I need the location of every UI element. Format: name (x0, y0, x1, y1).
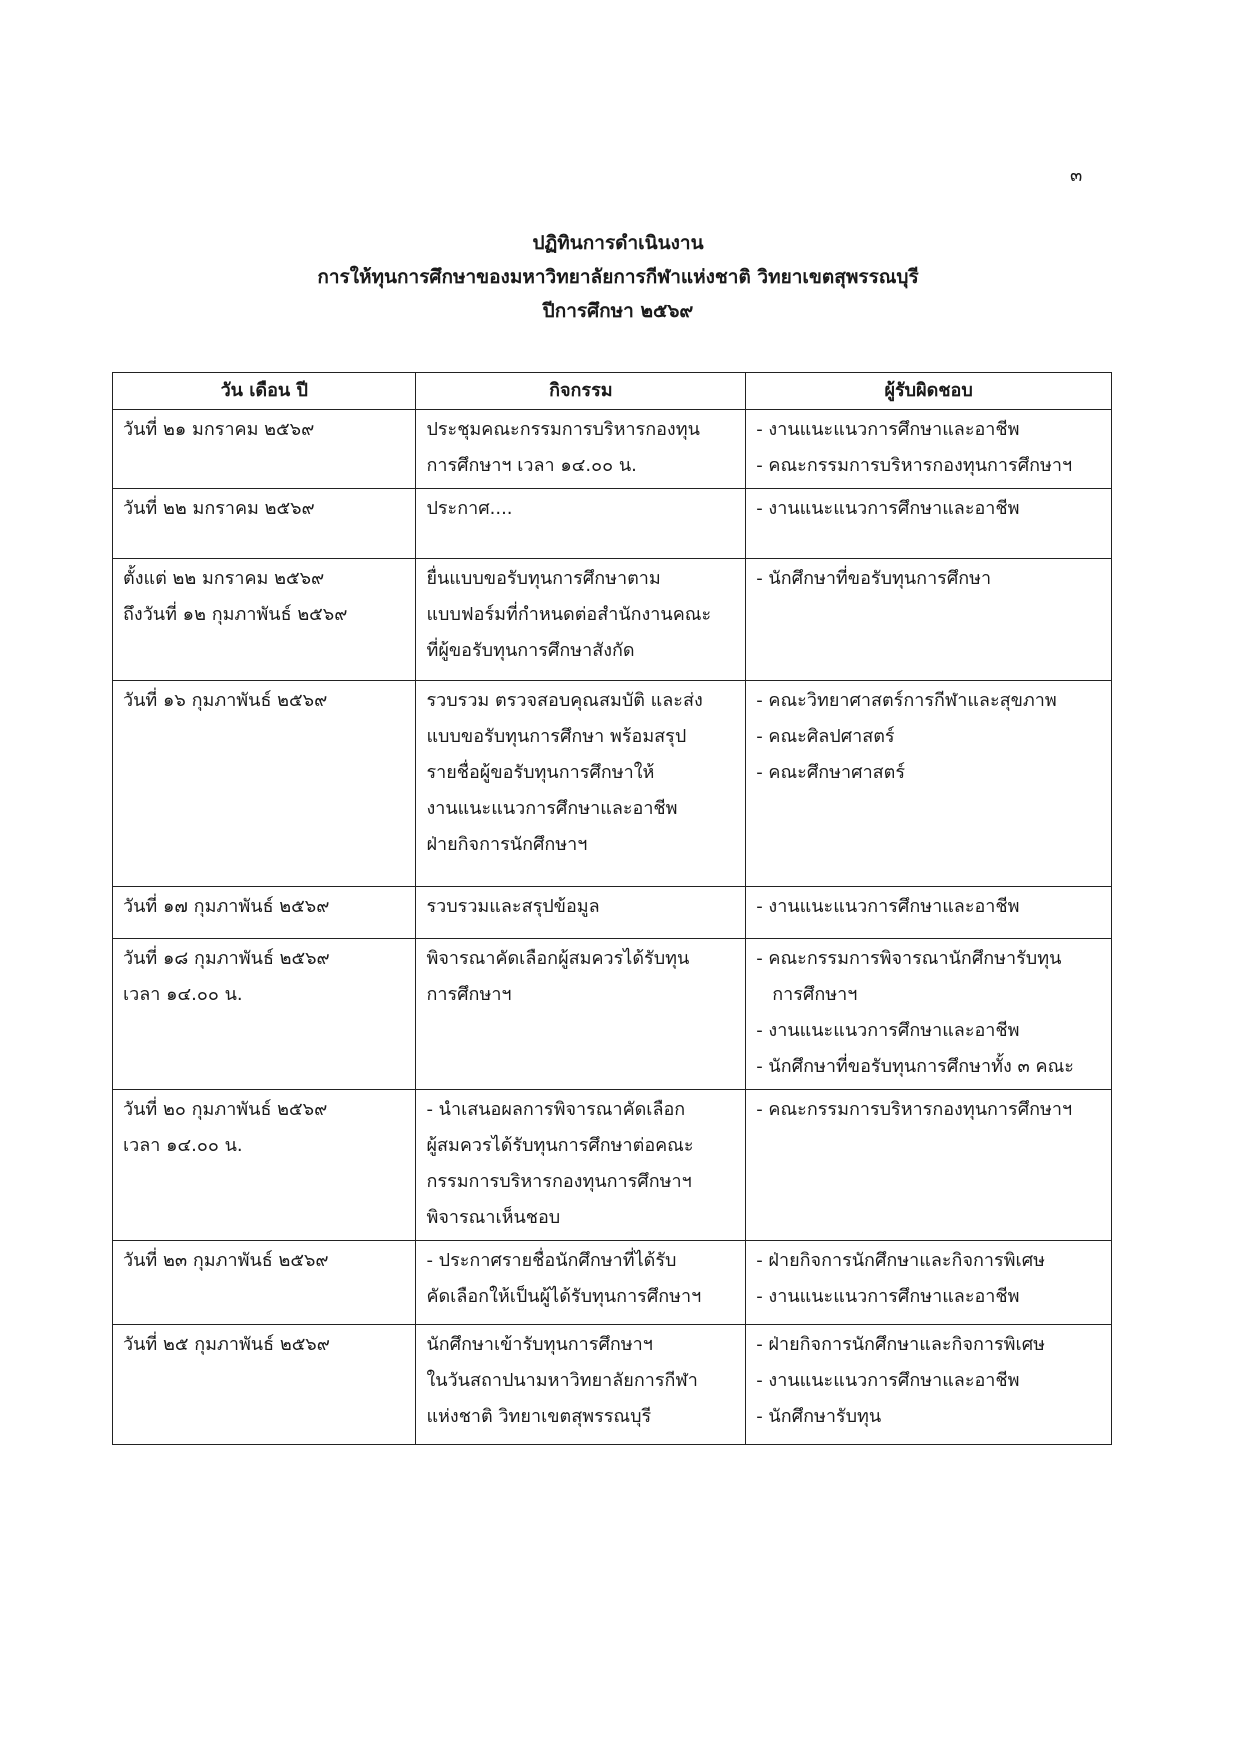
cell-line: วันที่ ๒๑ มกราคม ๒๕๖๙ (123, 419, 315, 440)
date-cell (113, 1241, 416, 1325)
header-responsible: ผู้รับผิดชอบ (746, 373, 1112, 410)
responsible-cell (746, 489, 1112, 559)
cell-line: วันที่ ๒๐ กุมภาพันธ์ ๒๕๖๙ (123, 1099, 328, 1120)
cell-line: แห่งชาติ วิทยาเขตสุพรรณบุรี (426, 1406, 652, 1427)
cell-line: - งานแนะแนวการศึกษาและอาชีพ (756, 498, 1020, 519)
date-cell (113, 681, 416, 887)
table-row (113, 559, 1112, 681)
activity-cell (416, 1325, 746, 1445)
title-line: การให้ทุนการศึกษาของมหาวิทยาลัยการกีฬาแห่งชาติ วิทยาเขตสุพรรณบุรี (317, 266, 919, 288)
activity-cell (416, 887, 746, 939)
cell-line: - งานแนะแนวการศึกษาและอาชีพ (756, 1370, 1020, 1391)
cell-line: ตั้งแต่ ๒๒ มกราคม ๒๕๖๙ (123, 568, 325, 589)
responsible-cell (746, 1090, 1112, 1241)
cell-line: คัดเลือกให้เป็นผู้ได้รับทุนการศึกษาฯ (426, 1286, 702, 1307)
schedule-body (113, 410, 1112, 1445)
cell-line: - ฝ่ายกิจการนักศึกษาและกิจการพิเศษ (756, 1250, 1045, 1271)
cell-line: - คณะศึกษาศาสตร์ (756, 762, 906, 783)
cell-line: - คณะกรรมการพิจารณานักศึกษารับทุน (756, 948, 1062, 969)
cell-line: - งานแนะแนวการศึกษาและอาชีพ (756, 896, 1020, 917)
cell-line: รายชื่อผู้ขอรับทุนการศึกษาให้ (426, 762, 655, 783)
responsible-cell (746, 1241, 1112, 1325)
cell-line: วันที่ ๒๕ กุมภาพันธ์ ๒๕๖๙ (123, 1334, 330, 1355)
title-line: ปีการศึกษา ๒๕๖๙ (542, 300, 694, 322)
cell-line: กรรมการบริหารกองทุนการศึกษาฯ (426, 1171, 692, 1192)
responsible-cell (746, 559, 1112, 681)
cell-line: ฝ่ายกิจการนักศึกษาฯ (426, 834, 588, 855)
cell-line: การศึกษาฯ (772, 984, 858, 1005)
cell-line: การศึกษาฯ เวลา ๑๔.๐๐ น. (426, 455, 637, 476)
cell-line: นักศึกษาเข้ารับทุนการศึกษาฯ (426, 1334, 653, 1355)
responsible-cell (746, 681, 1112, 887)
cell-line: งานแนะแนวการศึกษาและอาชีพ (426, 798, 678, 819)
activity-cell (416, 1241, 746, 1325)
title-line: ปฏิทินการดำเนินงาน (532, 232, 704, 254)
table-row (113, 939, 1112, 1090)
responsible-cell (746, 939, 1112, 1090)
cell-line: พิจารณาคัดเลือกผู้สมควรได้รับทุน (426, 948, 690, 969)
date-cell (113, 887, 416, 939)
cell-line: - นักศึกษาที่ขอรับทุนการศึกษาทั้ง ๓ คณะ (756, 1056, 1074, 1077)
table-header-row (113, 373, 1112, 410)
cell-line: แบบฟอร์มที่กำหนดต่อสำนักงานคณะ (426, 604, 712, 625)
cell-line: ถึงวันที่ ๑๒ กุมภาพันธ์ ๒๕๖๙ (123, 604, 348, 625)
cell-line: วันที่ ๒๒ มกราคม ๒๕๖๙ (123, 498, 315, 519)
cell-line: เวลา ๑๔.๐๐ น. (123, 1135, 243, 1156)
activity-cell (416, 559, 746, 681)
activity-cell (416, 939, 746, 1090)
table-row (113, 1090, 1112, 1241)
cell-line: - นำเสนอผลการพิจารณาคัดเลือก (426, 1099, 686, 1120)
table-row (113, 681, 1112, 887)
responsible-cell (746, 410, 1112, 489)
cell-line: - นักศึกษารับทุน (756, 1406, 882, 1427)
table-row (113, 1241, 1112, 1325)
cell-line: - คณะศิลปศาสตร์ (756, 726, 895, 747)
cell-line: เวลา ๑๔.๐๐ น. (123, 984, 243, 1005)
responsible-cell (746, 1325, 1112, 1445)
activity-cell (416, 681, 746, 887)
header-activity: กิจกรรม (416, 373, 746, 410)
cell-line: พิจารณาเห็นชอบ (426, 1207, 561, 1228)
page-number: ๓ (1070, 165, 1083, 186)
cell-line: วันที่ ๑๘ กุมภาพันธ์ ๒๕๖๙ (123, 948, 330, 969)
cell-line: ยื่นแบบขอรับทุนการศึกษาตาม (426, 568, 661, 589)
header-date: วัน เดือน ปี (113, 373, 416, 410)
cell-line: ในวันสถาปนามหาวิทยาลัยการกีฬา (426, 1370, 698, 1391)
date-cell (113, 1325, 416, 1445)
activity-cell (416, 410, 746, 489)
cell-line: วันที่ ๑๖ กุมภาพันธ์ ๒๕๖๙ (123, 690, 328, 711)
cell-line: - คณะวิทยาศาสตร์การกีฬาและสุขภาพ (756, 690, 1057, 711)
date-cell (113, 939, 416, 1090)
table-row (113, 887, 1112, 939)
date-cell (113, 559, 416, 681)
cell-line: - คณะกรรมการบริหารกองทุนการศึกษาฯ (756, 1099, 1073, 1120)
cell-line: - คณะกรรมการบริหารกองทุนการศึกษาฯ (756, 455, 1073, 476)
date-cell (113, 410, 416, 489)
cell-line: วันที่ ๑๗ กุมภาพันธ์ ๒๕๖๙ (123, 896, 330, 917)
cell-line: - งานแนะแนวการศึกษาและอาชีพ (756, 419, 1020, 440)
cell-line: - ฝ่ายกิจการนักศึกษาและกิจการพิเศษ (756, 1334, 1045, 1355)
cell-line: แบบขอรับทุนการศึกษา พร้อมสรุป (426, 726, 687, 747)
table-row (113, 410, 1112, 489)
document-title (0, 226, 1236, 328)
date-cell (113, 1090, 416, 1241)
cell-line: ที่ผู้ขอรับทุนการศึกษาสังกัด (426, 640, 635, 661)
cell-line: การศึกษาฯ (426, 984, 512, 1005)
schedule-table (112, 372, 1112, 1445)
cell-line: วันที่ ๒๓ กุมภาพันธ์ ๒๕๖๙ (123, 1250, 329, 1271)
cell-line: - งานแนะแนวการศึกษาและอาชีพ (756, 1286, 1020, 1307)
responsible-cell (746, 887, 1112, 939)
cell-line: ประกาศ.... (426, 498, 513, 519)
cell-line: - ประกาศรายชื่อนักศึกษาที่ได้รับ (426, 1250, 677, 1271)
cell-line: - งานแนะแนวการศึกษาและอาชีพ (756, 1020, 1020, 1041)
date-cell (113, 489, 416, 559)
cell-line: รวบรวมและสรุปข้อมูล (426, 896, 600, 917)
table-row (113, 1325, 1112, 1445)
cell-line: ผู้สมควรได้รับทุนการศึกษาต่อคณะ (426, 1135, 694, 1156)
cell-line: ประชุมคณะกรรมการบริหารกองทุน (426, 419, 700, 440)
cell-line: รวบรวม ตรวจสอบคุณสมบัติ และส่ง (426, 690, 703, 711)
activity-cell (416, 489, 746, 559)
table-row (113, 489, 1112, 559)
cell-line: - นักศึกษาที่ขอรับทุนการศึกษา (756, 568, 992, 589)
activity-cell (416, 1090, 746, 1241)
